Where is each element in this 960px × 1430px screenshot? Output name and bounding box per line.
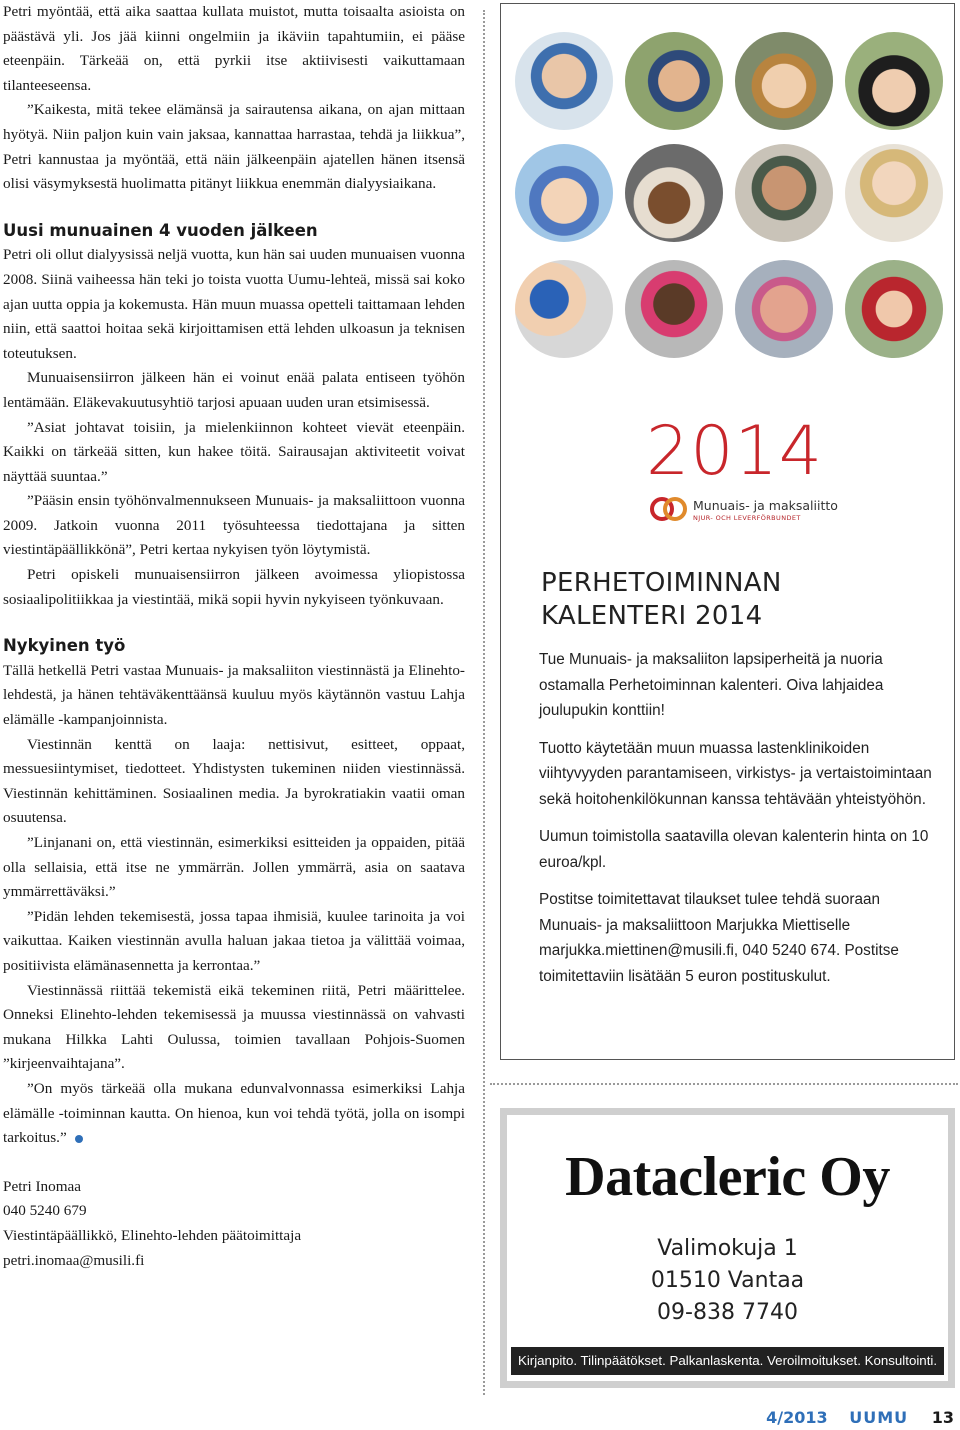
page-footer	[766, 1408, 954, 1427]
article-paragraph: ”Pääsin ensin työhönvalmennukseen Munuais- ja maksaliittoon vuonna 2009. Jatkoin vuonna 2011 työsuhteessa tiedottajana ja sitten viestintäpäällikkönä”, Petri kertaa nykyisen työn löytymistä.	[3, 492, 465, 559]
child-photo-icon	[845, 144, 943, 242]
calendar-paragraph: Postitse toimitettavat tilaukset tulee tehdä suoraan Munuais- ja maksaliittoon Marjukka Miettiselle marjukka.miettinen@musili.fi, 040 5240 674. Postitse toimitettaviin lisätään 5 euron postituskulut.	[539, 891, 899, 985]
child-photo-icon	[845, 260, 943, 358]
article-paragraph: Petri myöntää, että aika saattaa kullata muistot, mutta toisaalta asioista on päästävä yli. Jos jää kiinni ongelmiin ja ikäviin tapahtumiin, ei pääse eteenpäin. Tärkeää on, että pyrkii itse aktiivisesti vaikuttamaan tilanteeseensa.	[3, 3, 465, 94]
ad-city: 01510 Vantaa	[650, 1268, 805, 1293]
calendar-paragraph: Uumun toimistolla saatavilla olevan kalenterin hinta on 10 euroa/kpl.	[539, 828, 929, 871]
article-column	[3, 0, 465, 1273]
ad-inner	[507, 1115, 948, 1381]
child-photo-icon	[515, 260, 613, 358]
calendar-year: 2014	[646, 412, 824, 491]
child-photo-icon	[625, 260, 723, 358]
section-heading-current-work: Nykyinen työ	[3, 636, 126, 656]
logo-name: Munuais- ja maksaliitto	[693, 498, 838, 513]
author-phone: 040 5240 679	[3, 1202, 87, 1220]
child-photo-icon	[735, 32, 833, 130]
issue-number: 4/2013	[766, 1408, 828, 1427]
datacleric-ad	[500, 1108, 955, 1388]
author-signature	[3, 1175, 465, 1273]
article-paragraph: ”Kaikesta, mitä tekee elämänsä ja sairautensa aikana, on ajan mittaan hyötyä. Niin paljon kuin vain jaksaa, kannattaa harrastaa, tehdä ja liikkua”, Petri kannustaa ja myöntää, että näin jälkeenpäin ajatellen hänen itsensä olisi väsymyksestä huolimatta pitänyt liikkua enemmän dialyysiaikana.	[3, 101, 465, 193]
page-number: 13	[931, 1408, 954, 1427]
ad-street: Valimokuja 1	[657, 1236, 798, 1261]
article-paragraph: Petri opiskeli munuaisensiirron jälkeen avoimessa yliopistossa sosiaalipolitiikkaa ja viestintää, mikä sopii hyvin nykyiseen työnkuvaan.	[3, 566, 465, 608]
ad-services-strip: Kirjanpito. Tilinpäätökset. Palkanlaskenta. Veroilmoitukset. Konsultointi.	[511, 1347, 944, 1375]
child-photo-icon	[845, 32, 943, 130]
article-paragraph: Viestinnässä riittää tekemistä eikä tekeminen riitä, Petri määrittelee. Onneksi Elinehto-lehden tekemisessä ja muussa viestinnässä on vahvasti mukana Hilkka Lahti Oulussa, toimien tavallaan Pohjois-Suomen ”kirjeenvaihtajana”.	[3, 981, 465, 1073]
author-title: Viestintäpäällikkö, Elinehto-lehden päätoimittaja	[3, 1226, 302, 1244]
calendar-paragraph: Tuotto käytetään muun muassa lastenklinikoiden viihtyvyyden parantamiseen, virkistys- ja vertaistoimintaan sekä hoitohenkilökunnan kanssa tehtävään yhteistyöhön.	[539, 739, 932, 808]
author-email[interactable]: petri.inomaa@musili.fi	[3, 1251, 145, 1269]
ad-address	[507, 1233, 948, 1329]
author-name: Petri Inomaa	[3, 1177, 82, 1195]
child-photo-icon	[515, 32, 613, 130]
child-photo-icon	[625, 144, 723, 242]
child-photo-icon	[515, 144, 613, 242]
calendar-description	[539, 647, 939, 1001]
end-mark-icon	[75, 1135, 83, 1143]
photo-grid	[515, 32, 945, 372]
calendar-ad	[500, 3, 955, 1060]
article-last-text: ”On myös tärkeää olla mukana edunvalvonnassa esimerkiksi Lahja elämälle -toiminnan kautta. On hienoa, kun voi tehdä työtä, jolla on isompi tarkoitus.”	[3, 1079, 465, 1147]
calendar-title-line2: KALENTERI 2014	[541, 601, 763, 631]
article-paragraph: ”Pidän lehden tekemisestä, jossa tapaa ihmisiä, kuulee tarinoita ja voi vaikuttaa. Kaiken viestinnän avulla haluan jakaa tietoa ja välittää voimaa, positiivista elämänasennetta ja kerrontaa.”	[3, 907, 465, 974]
magazine-name: UUMU	[849, 1408, 909, 1427]
article-paragraph: ”Linjanani on, että viestinnän, esimerkiksi esitteiden ja oppaiden, pitää olla sellaisia, että itse ne ymmärrän. Jollen ymmärrä, asia on saatava ymmärrettäväksi.”	[3, 834, 465, 901]
article-paragraph: Tällä hetkellä Petri vastaa Munuais- ja maksaliiton viestinnästä ja Elinehto-lehdestä, ja hänen tehtäväkenttäänsä kuuluu myös käytännön vastuu Lahja elämälle -kampanjoinnista.	[3, 661, 465, 729]
child-photo-icon	[735, 260, 833, 358]
article-paragraph: Petri oli ollut dialyysissä neljä vuotta, kun hän sai uuden munuaisen vuonna 2008. Siinä vaiheessa hän teki jo toista vuotta Uumu-lehteä, missä sai koko ajan uutta oppia ja kokemusta. Hän muun muassa opetteli taittamaan lehden niin, että saattoi hoitaa sekä kirjoittamisen että lehden ulkoasun ja teknisen toteutuksen.	[3, 246, 465, 362]
article-paragraph: ”Asiat johtavat toisiin, ja mielenkiinnon kohteet vievät eteenpäin. Kaikki on tärkeää sitten, kun hakee töitä. Sairausajan aktiviteetit voivat näyttää suuntaa.”	[3, 418, 465, 485]
article-paragraph: Viestinnän kenttä on laaja: nettisivut, esitteet, oppaat, messuesiintymiset, tiedotteet. Yhdistysten tukeminen niiden viestinnässä. Viestinnän kehittäminen. Sosiaalinen media. Ja byrokratiakin vaatii oman osuutensa.	[3, 735, 465, 827]
child-photo-icon	[735, 144, 833, 242]
article-paragraph: Munuaisensiirron jälkeen hän ei voinut enää palata entiseen työhön lentämään. Eläkevakuutusyhtiö tarjosi apuaan uuden uran etsimisessä.	[3, 369, 465, 411]
child-photo-icon	[625, 32, 723, 130]
calendar-title	[541, 567, 782, 633]
box-divider	[490, 1083, 958, 1085]
association-logo-icon	[649, 496, 689, 522]
section-heading-new-kidney: Uusi munuainen 4 vuoden jälkeen	[3, 220, 318, 240]
ad-phone: 09-838 7740	[657, 1300, 798, 1325]
ad-company-name: Datacleric Oy	[565, 1146, 890, 1208]
association-logo	[649, 496, 849, 526]
calendar-title-line1: PERHETOIMINNAN	[541, 568, 782, 598]
logo-subtitle: NJUR- OCH LEVERFÖRBUNDET	[693, 514, 801, 522]
article-paragraph-last	[3, 1077, 465, 1151]
calendar-paragraph: Tue Munuais- ja maksaliiton lapsiperheitä ja nuoria ostamalla Perhetoiminnan kalenteri. Oiva lahjaidea joulupukin konttiin!	[539, 651, 884, 719]
column-divider	[483, 10, 485, 1395]
